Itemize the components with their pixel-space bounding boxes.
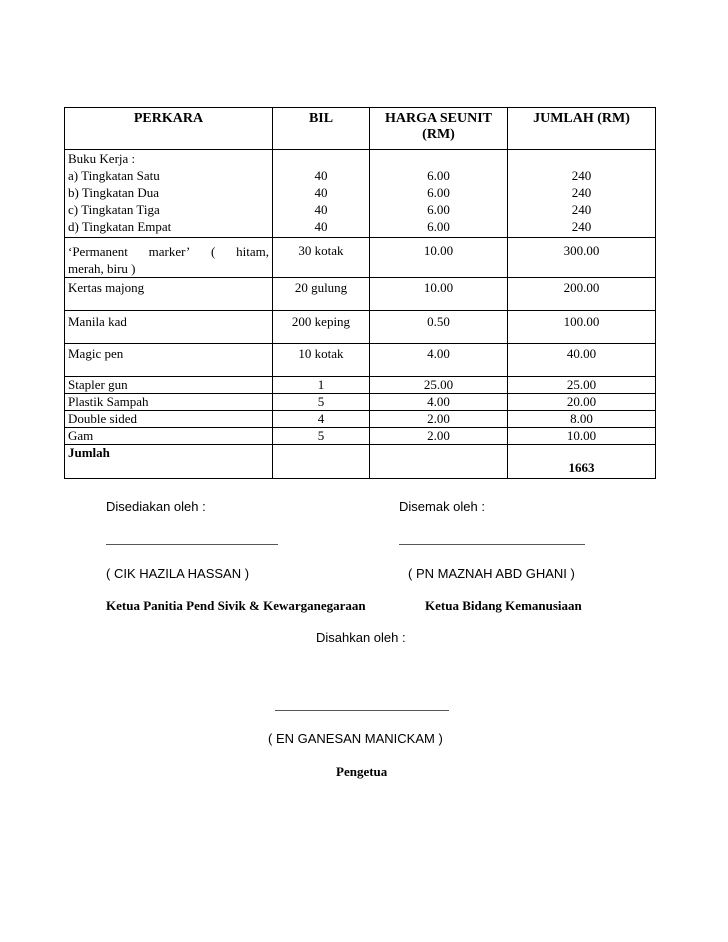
table-row xyxy=(65,428,656,445)
cell-jumlah: 25.00 xyxy=(508,377,656,394)
item-jumlah: 240 xyxy=(571,168,592,183)
cell-jumlah: 300.00 xyxy=(508,238,656,278)
approved-title: Pengetua xyxy=(336,764,388,779)
cell-harga xyxy=(370,150,508,238)
cell-bil: 200 keping xyxy=(273,311,370,344)
marker-line-2: merah, biru ) xyxy=(68,261,136,276)
table-row xyxy=(65,394,656,411)
cell-perkara: Kertas majong xyxy=(65,278,273,311)
item-bil: 40 xyxy=(314,219,328,234)
cell-perkara xyxy=(65,238,273,278)
marker-word: hitam, xyxy=(236,244,269,259)
cell-perkara: Plastik Sampah xyxy=(65,394,273,411)
cell-perkara xyxy=(65,150,273,238)
cell-harga: 10.00 xyxy=(370,278,508,311)
marker-word: ‘Permanent xyxy=(68,244,128,259)
header-harga: HARGA SEUNIT (RM) xyxy=(370,108,508,150)
item-bil: 40 xyxy=(314,185,328,200)
cell-jumlah: 20.00 xyxy=(508,394,656,411)
prepared-signature-line xyxy=(106,544,278,545)
cell-bil: 30 kotak xyxy=(273,238,370,278)
checked-name: ( PN MAZNAH ABD GHANI ) xyxy=(408,566,575,581)
item-bil: 40 xyxy=(314,202,328,217)
marker-word: ( xyxy=(211,244,216,259)
cell-jumlah: 8.00 xyxy=(508,411,656,428)
budget-table xyxy=(64,107,656,479)
cell-perkara: Double sided xyxy=(65,411,273,428)
cell-jumlah: 10.00 xyxy=(508,428,656,445)
table-row xyxy=(65,411,656,428)
table-header-row xyxy=(65,108,656,150)
item-harga: 6.00 xyxy=(427,202,450,217)
checked-signature-line xyxy=(399,544,585,545)
total-label: Jumlah xyxy=(65,445,273,479)
cell-bil: 10 kotak xyxy=(273,344,370,377)
item-label: a) Tingkatan Satu xyxy=(68,168,160,183)
header-bil: BIL xyxy=(273,108,370,150)
checked-by-label: Disemak oleh : xyxy=(399,499,485,514)
table-row xyxy=(65,377,656,394)
item-label: d) Tingkatan Empat xyxy=(68,219,172,234)
cell-harga xyxy=(370,445,508,479)
item-jumlah: 240 xyxy=(571,219,592,234)
header-perkara: PERKARA xyxy=(65,108,273,150)
cell-perkara: Gam xyxy=(65,428,273,445)
checked-title: Ketua Bidang Kemanusiaan xyxy=(425,598,582,613)
marker-line-1 xyxy=(68,238,269,260)
item-label: b) Tingkatan Dua xyxy=(68,185,159,200)
item-bil: 40 xyxy=(314,168,328,183)
cell-harga: 4.00 xyxy=(370,394,508,411)
cell-jumlah: 200.00 xyxy=(508,278,656,311)
cell-bil xyxy=(273,445,370,479)
cell-bil: 4 xyxy=(273,411,370,428)
cell-harga: 0.50 xyxy=(370,311,508,344)
cell-jumlah xyxy=(508,150,656,238)
buku-kerja-heading: Buku Kerja : xyxy=(68,151,136,166)
table-row-total xyxy=(65,445,656,479)
item-harga: 6.00 xyxy=(427,185,450,200)
cell-jumlah: 100.00 xyxy=(508,311,656,344)
prepared-by-label: Disediakan oleh : xyxy=(106,499,206,514)
table-row-buku-kerja xyxy=(65,150,656,238)
cell-bil: 1 xyxy=(273,377,370,394)
cell-harga: 2.00 xyxy=(370,428,508,445)
prepared-name: ( CIK HAZILA HASSAN ) xyxy=(106,566,250,581)
cell-harga: 10.00 xyxy=(370,238,508,278)
table-row-magic-pen xyxy=(65,344,656,377)
cell-perkara: Stapler gun xyxy=(65,377,273,394)
marker-word: marker’ xyxy=(148,244,191,259)
prepared-title: Ketua Panitia Pend Sivik & Kewarganegaraan xyxy=(106,598,366,613)
cell-bil xyxy=(273,150,370,238)
approved-name: ( EN GANESAN MANICKAM ) xyxy=(268,731,443,746)
cell-perkara: Magic pen xyxy=(65,344,273,377)
cell-bil: 20 gulung xyxy=(273,278,370,311)
cell-bil: 5 xyxy=(273,428,370,445)
item-jumlah: 240 xyxy=(571,185,592,200)
item-label: c) Tingkatan Tiga xyxy=(68,202,160,217)
item-harga: 6.00 xyxy=(427,219,450,234)
table-row-kertas xyxy=(65,278,656,311)
table-row-marker xyxy=(65,238,656,278)
table-row-manila xyxy=(65,311,656,344)
item-jumlah: 240 xyxy=(571,202,592,217)
item-harga: 6.00 xyxy=(427,168,450,183)
cell-harga: 4.00 xyxy=(370,344,508,377)
approved-by-label: Disahkan oleh : xyxy=(316,630,406,645)
header-jumlah: JUMLAH (RM) xyxy=(508,108,656,150)
cell-jumlah: 40.00 xyxy=(508,344,656,377)
cell-harga: 2.00 xyxy=(370,411,508,428)
cell-bil: 5 xyxy=(273,394,370,411)
total-value: 1663 xyxy=(508,445,656,479)
cell-harga: 25.00 xyxy=(370,377,508,394)
cell-perkara: Manila kad xyxy=(65,311,273,344)
approved-signature-line xyxy=(275,710,449,711)
